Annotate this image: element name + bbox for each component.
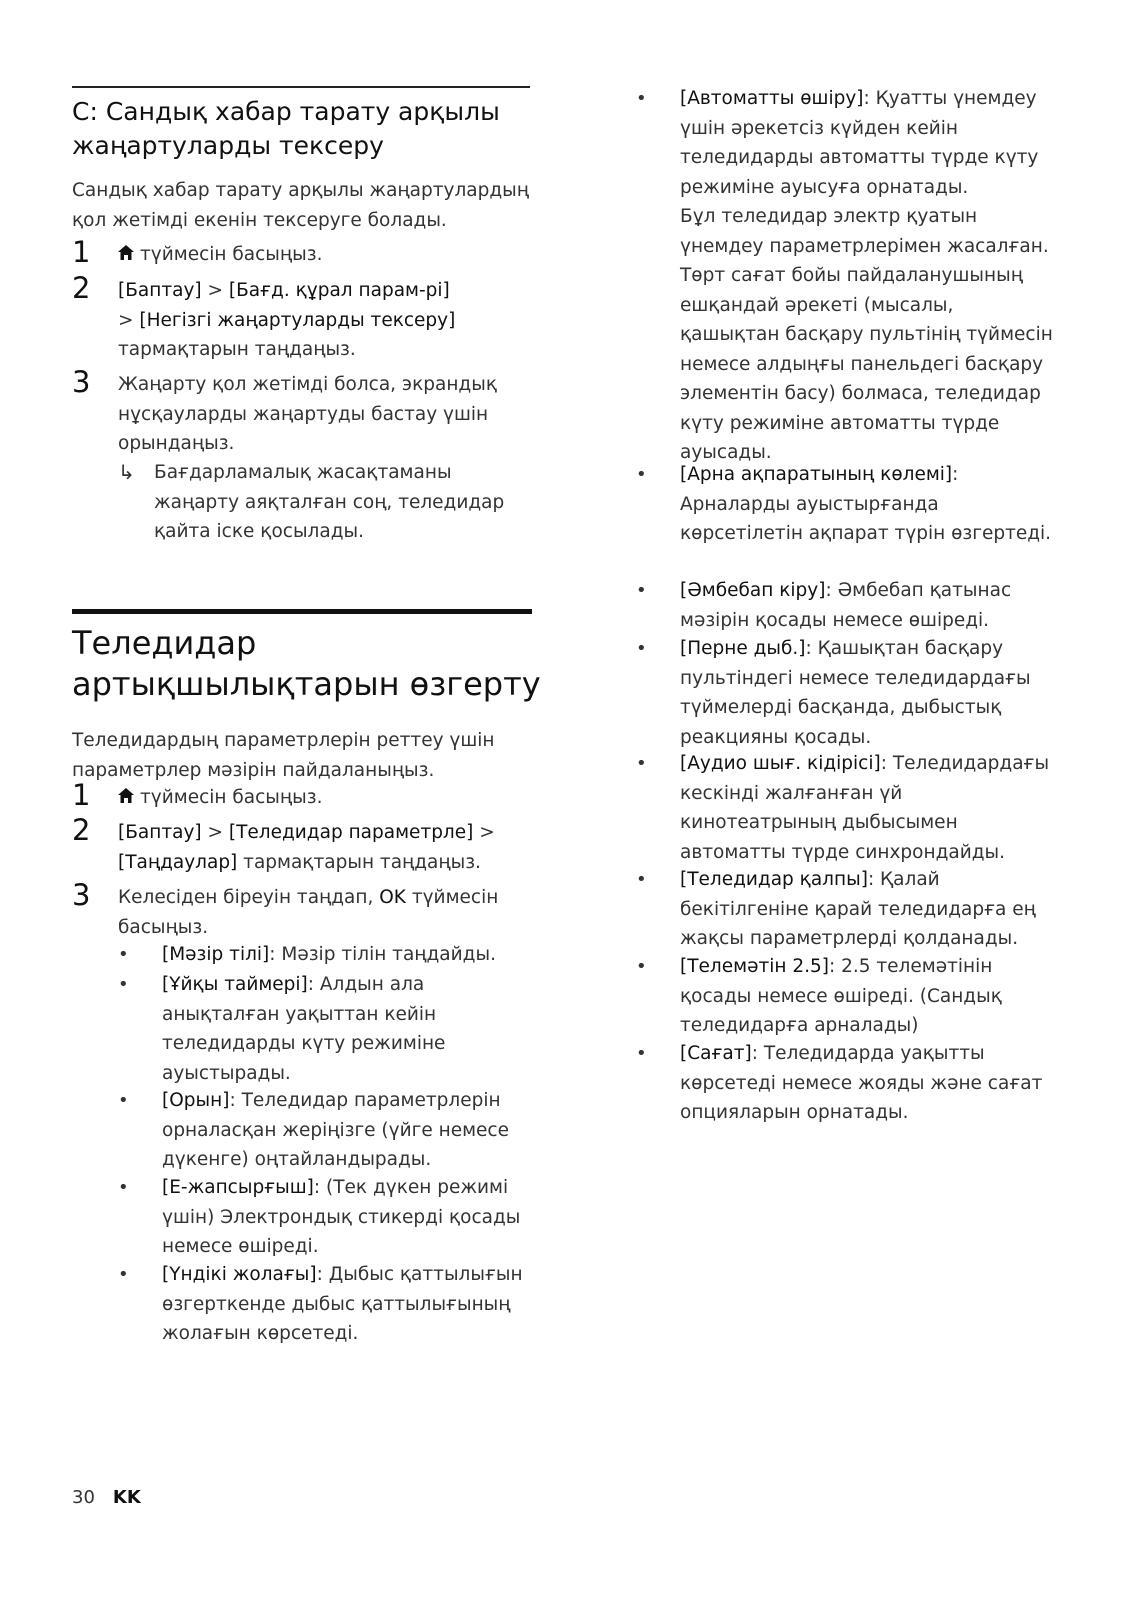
option-text: [Теледидар қалпы]: Қалай бекітілгеніне қарай теледидарға ең жақсы параметрлерді қолданады.: [680, 869, 1036, 949]
step-text: Келесіден біреуін таңдап, OK түймесін басыңыз.: [118, 887, 499, 938]
step-number: 2: [72, 271, 91, 305]
bullet: •: [118, 974, 129, 995]
option-text: [E-жапсырғыш]: (Тек дүкен режимі үшін) Электрондық стикерді қосады немесе өшіреді.: [162, 1177, 521, 1257]
option-text: [Сағат]: Теледидарда уақытты көрсетеді немесе жояды және сағат опцияларын орнатады.: [680, 1043, 1043, 1123]
menu-path-item: [Бағд. құрал парам-рі]: [228, 280, 450, 301]
option-term: [Ұйқы таймері]: [162, 974, 308, 995]
bullet: •: [636, 638, 647, 659]
menu-path-item: [Баптау]: [118, 280, 202, 301]
option-term: [Сағат]: [680, 1043, 752, 1064]
home-icon: [118, 240, 134, 270]
option-term: [Теледидар қалпы]: [680, 869, 868, 890]
bullet: •: [118, 1177, 129, 1198]
option-term: [Үндікі жолағы]: [162, 1264, 317, 1285]
option-term: [Әмбебап кіру]: [680, 580, 826, 601]
section-c-intro: Сандық хабар тарату арқылы жаңартулардың қол жетімді екенін тексеруге болады.: [72, 180, 529, 231]
option-text: [Әмбебап кіру]: Әмбебап қатынас мәзірін қосады немесе өшіреді.: [680, 580, 1012, 631]
option-term: [Телемәтін 2.5]: [680, 956, 829, 977]
result-arrow-icon: ↳: [118, 460, 135, 484]
step-number: 3: [72, 878, 91, 912]
menu-path-item: [Негізгі жаңартуларды тексеру]: [139, 309, 456, 331]
option-term: [Мәзір тілі]: [162, 944, 270, 965]
bullet: •: [118, 1090, 129, 1111]
bullet: •: [636, 869, 647, 890]
result-text: Бағдарламалық жасақтаманы жаңарту аяқталған соң, теледидар қайта іске қосылады.: [154, 462, 505, 542]
bullet: •: [636, 1043, 647, 1064]
step-number: 2: [72, 813, 91, 847]
option-term: [Аудио шығ. кідірісі]: [680, 753, 881, 774]
option-text: [Үндікі жолағы]: Дыбыс қаттылығын өзгерткенде дыбыс қаттылығының жолағын көрсетеді.: [162, 1264, 523, 1344]
option-term: [Автоматты өшіру]: [680, 88, 864, 109]
section-rule-top: [72, 86, 530, 88]
menu-path-item: [Таңдаулар]: [118, 851, 238, 873]
section-tv-intro: Теледидардың параметрлерін реттеу үшін параметрлер мәзірін пайдаланыңыз.: [72, 730, 495, 781]
ok-key-label: OK: [379, 887, 406, 908]
option-text: [Ұйқы таймері]: Алдын ала анықталған уақыттан кейін теледидарды күту режиміне ауыстырады.: [162, 974, 446, 1084]
step-text: [Баптау] > [Бағд. құрал парам-рі] > [Негізгі жаңартуларды тексеру] тармақтарын таңдаңыз.: [118, 280, 456, 360]
option-term: [Арна ақпаратының көлемі]: [680, 464, 953, 485]
step-text: түймесін басыңыз.: [118, 240, 538, 270]
bullet: •: [636, 464, 647, 485]
option-text: [Телемәтін 2.5]: 2.5 телемәтінін қосады немесе өшіреді. (Сандық теледидарға арналады): [680, 956, 1002, 1036]
option-text: [Арна ақпаратының көлемі]: Арналарды ауыстырғанда көрсетілетін ақпарат түрін өзгертеді.: [680, 464, 1052, 544]
step-number: 1: [72, 778, 91, 812]
bullet: •: [636, 88, 647, 109]
option-text: [Перне дыб.]: Қашықтан басқару пультіндегі немесе теледидардағы түймелерді басқанда, дыбыстық реакцияны қосады.: [680, 638, 1031, 748]
menu-path-item: [Баптау]: [118, 822, 202, 843]
section-tv-heading: Теледидар артықшылықтарын өзгерту: [72, 624, 541, 703]
step-text: Жаңарту қол жетімді болса, экрандық нұсқауларды жаңартуды бастау үшін орындаңыз.: [118, 374, 497, 454]
step-text: [Баптау] > [Теледидар параметрле] > [Таңдаулар] тармақтарын таңдаңыз.: [118, 822, 495, 873]
option-term: [Перне дыб.]: [680, 638, 806, 659]
option-text: [Орын]: Теледидар параметрлерін орналасқан жеріңізге (үйге немесе дүкенге) оңтайландырады.: [162, 1090, 509, 1170]
option-text: [Автоматты өшіру]: Қуатты үнемдеу үшін әрекетсіз күйден кейін теледидарды автоматты түрде күту режиміне ауысуға орнатады. Бұл теледидар электр қуатын үнемдеу параметрлерімен жасалған. Төрт сағат бойы пайдаланушының ешқандай әрекеті (мысалы, қашықтан басқару пультінің түймесін немесе алдыңғы панельдегі басқару элементін басу) болмаса, теледидар күту режиміне автоматты түрде ауысады.: [680, 88, 1053, 463]
step-text: түймесін басыңыз.: [118, 783, 538, 813]
option-term: [Орын]: [162, 1090, 230, 1111]
page-footer: [72, 1486, 141, 1510]
section-rule-thick: [72, 609, 532, 614]
bullet: •: [118, 944, 129, 965]
section-c-heading: C: Сандық хабар тарату арқылы жаңартуларды тексеру: [72, 97, 500, 160]
option-text: [Аудио шығ. кідірісі]: Теледидардағы кескінді жалғанған үй кинотеатрының дыбысымен автоматты түрде синхрондайды.: [680, 753, 1050, 863]
language-code: KK: [112, 1487, 141, 1508]
option-text: [Мәзір тілі]: Мәзір тілін таңдайды.: [162, 944, 496, 965]
bullet: •: [636, 956, 647, 977]
bullet: •: [636, 753, 647, 774]
bullet: •: [636, 580, 647, 601]
option-term: [E-жапсырғыш]: [162, 1177, 314, 1198]
home-icon: [118, 783, 134, 813]
menu-path-item: [Теледидар параметрле]: [228, 822, 474, 843]
step-number: 3: [72, 365, 91, 399]
bullet: •: [118, 1264, 129, 1285]
page-number: 30: [72, 1487, 95, 1508]
step-number: 1: [72, 235, 91, 269]
